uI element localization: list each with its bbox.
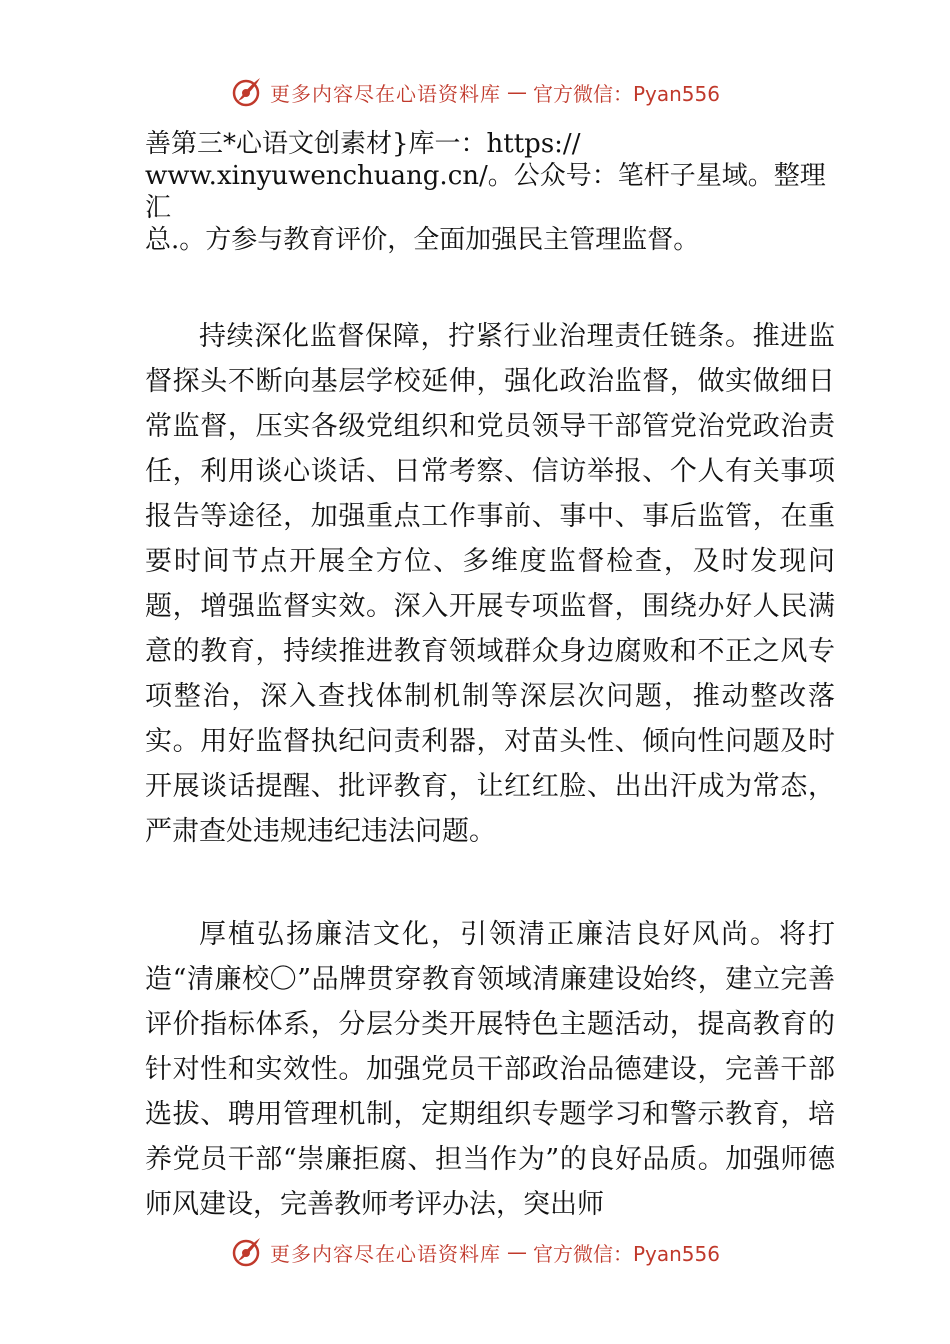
banner-slogan: 更多内容尽在心语资料库 xyxy=(269,81,501,106)
quill-seal-icon xyxy=(230,1235,264,1269)
document-body xyxy=(145,128,835,1227)
paragraph-integrity-culture: 厚植弘扬廉洁文化，引领清正廉洁良好风尚。将打造“清廉校〇”品牌贯穿教育领域清廉建设始终，建立完善评价指标体系，分层分类开展特色主题活动，提高教育的针对性和实效性。加强党员干部政治品德建设，完善干部选拔、聘用管理机制，定期组织专题学习和警示教育，培养党员干部“崇廉拒腐、担当作为”的良好品质。加强师德师风建设，完善教师考评办法，突出师 xyxy=(145,919,835,1220)
banner-separator: — xyxy=(506,80,527,104)
paragraph-supervision: 持续深化监督保障，拧紧行业治理责任链条。推进监督探头不断向基层学校延伸，强化政治监督，做实做细日常监督，压实各级党组织和党员领导干部管党治党政治责任，利用谈心谈话、日常考察、信访举报、个人有关事项报告等途径，加强重点工作事前、事中、事后监管，在重要时间节点开展全方位、多维度监督检查，及时发现问题，增强监督实效。深入开展专项监督，围绕办好人民满意的教育，持续推进教育领域群众身边腐败和不正之风专项整治，深入查找体制机制等深层次问题，推动整改落实。用好监督执纪问责利器，对苗头性、倾向性问题及时开展谈话提醒、批评教育，让红红脸、出出汗成为常态，严肃查处违规违纪违法问题。 xyxy=(145,321,835,847)
quill-seal-icon xyxy=(230,75,264,109)
banner-separator: — xyxy=(506,1240,527,1264)
header-line-3: 总.。方参与教育评价，全面加强民主管理监督。 xyxy=(145,225,700,255)
header-line-1: 善第三*心语文创素材}库一：https:// xyxy=(145,129,581,159)
banner-wechat: 官方微信：Pyan556 xyxy=(532,1241,720,1266)
footer-banner xyxy=(0,1230,950,1274)
banner-wechat: 官方微信：Pyan556 xyxy=(532,81,720,106)
header-banner xyxy=(0,70,950,114)
banner-slogan: 更多内容尽在心语资料库 xyxy=(269,1241,501,1266)
header-line-2: www.xinyuwenchuang.cn/。公众号：笔杆子星域。整理汇 xyxy=(145,161,826,223)
